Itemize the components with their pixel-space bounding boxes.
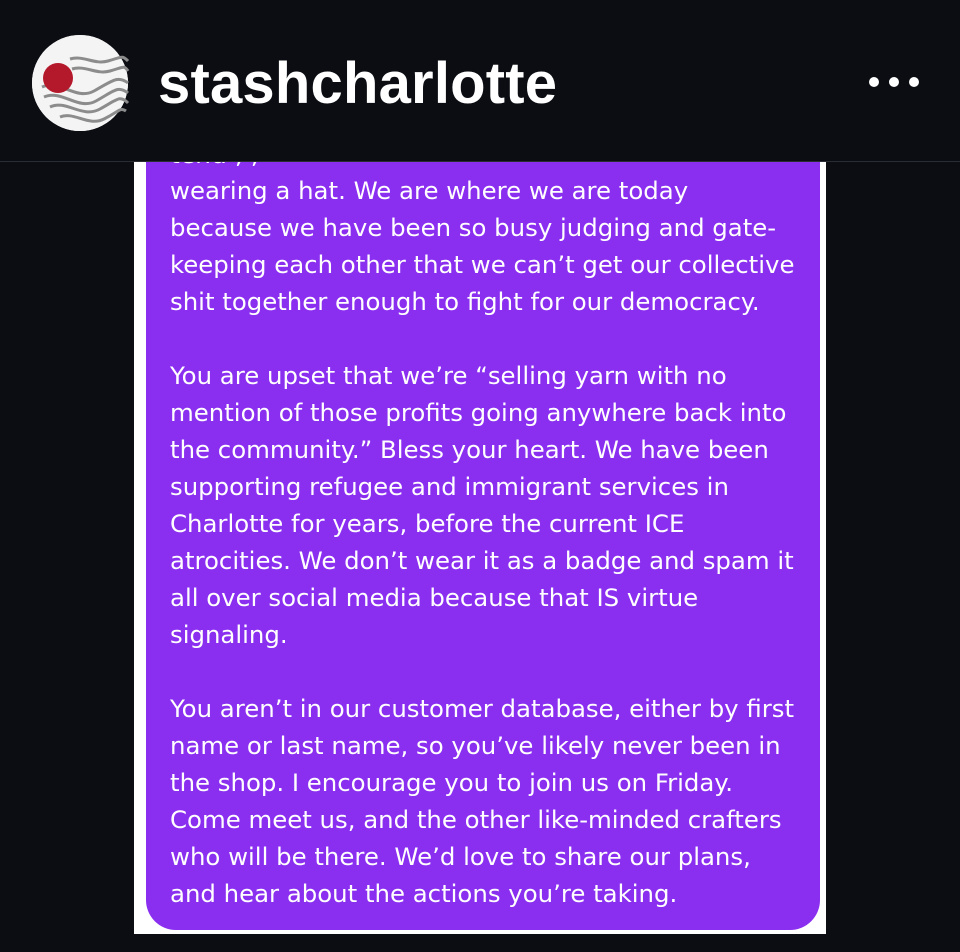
- message-line: mention of those profits going anywhere back into: [170, 398, 787, 427]
- message-text: [170, 172, 810, 912]
- message-line: all over social media because that IS virtue: [170, 583, 699, 612]
- message-line: name or last name, so you’ve likely never been in: [170, 731, 781, 760]
- username[interactable]: stashcharlotte: [158, 51, 558, 116]
- paragraph-gap: [170, 320, 810, 357]
- more-options-button[interactable]: [858, 58, 930, 106]
- message-line: Come meet us, and the other like-minded crafters: [170, 805, 782, 834]
- more-horizontal-icon: [868, 76, 920, 88]
- post-image: [0, 162, 960, 952]
- message-line: because we have been so busy judging and gate-: [170, 213, 777, 242]
- message-line: the community.” Bless your heart. We have been: [170, 435, 769, 464]
- message-line: wearing a hat. We are where we are today: [170, 176, 689, 205]
- message-line: atrocities. We don’t wear it as a badge and spam it: [170, 546, 794, 575]
- message-line: who will be there. We’d love to share our plans,: [170, 842, 751, 871]
- message-line: supporting refugee and immigrant services in: [170, 472, 729, 501]
- message-line: and hear about the actions you’re taking.: [170, 879, 678, 908]
- message-line: keeping each other that we can’t get our collective: [170, 250, 795, 279]
- message-line: You aren’t in our customer database, either by first: [170, 694, 795, 723]
- message-line: signaling.: [170, 620, 288, 649]
- message-line: Charlotte for years, before the current ICE: [170, 509, 685, 538]
- post-header: [0, 0, 960, 162]
- avatar[interactable]: [32, 35, 128, 131]
- stash-logo-icon: [32, 35, 128, 131]
- message-bubble: [146, 162, 820, 930]
- message-line: the shop. I encourage you to join us on Friday.: [170, 768, 734, 797]
- paragraph-gap: [170, 653, 810, 690]
- message-line: shit together enough to fight for our democracy.: [170, 287, 760, 316]
- message-line: You are upset that we’re “selling yarn with no: [170, 361, 727, 390]
